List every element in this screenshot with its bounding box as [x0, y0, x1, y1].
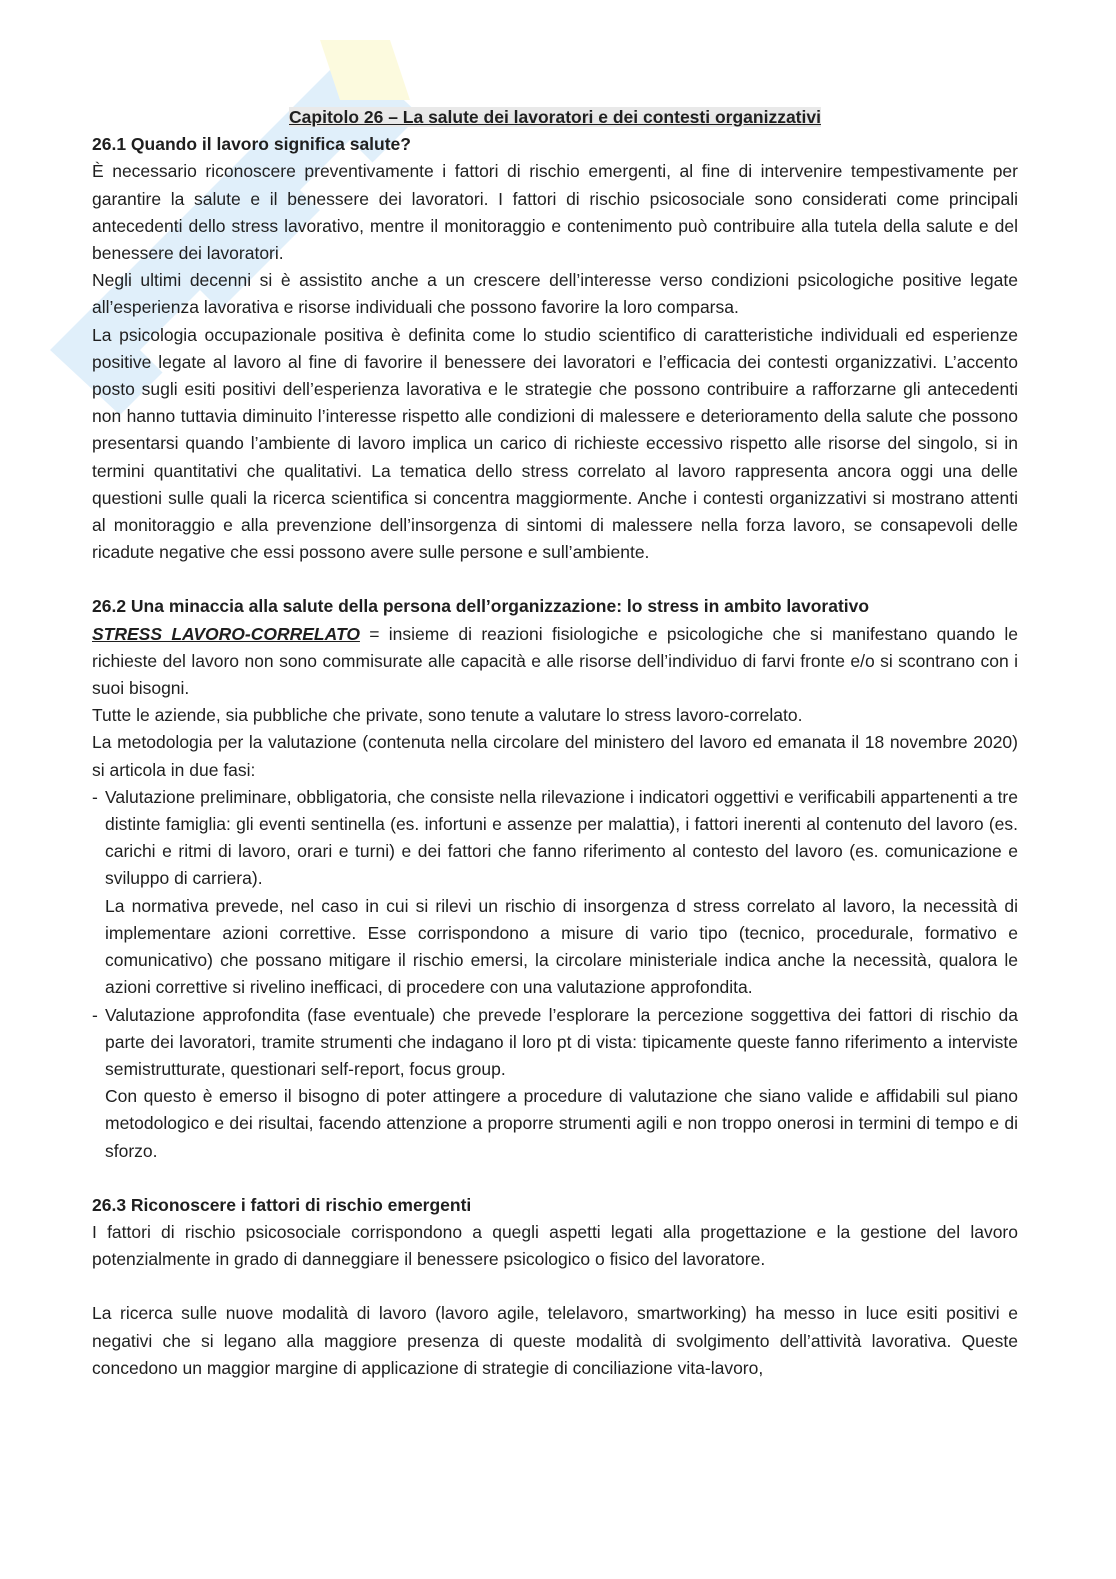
paragraph: La metodologia per la valutazione (contenuta nella circolare del ministero del lavoro ed emanata il 18 novembre 2020) si articola in due fasi:: [92, 732, 1018, 780]
paragraph: Negli ultimi decenni si è assistito anche a un crescere dell’interesse verso condizioni psicologiche positive legate all’esperienza lavorativa e risorse individuali che possono favorire la loro comparsa.: [92, 270, 1018, 318]
phase-list: [92, 784, 1018, 1165]
defined-term: STRESS LAVORO-CORRELATO: [92, 623, 360, 644]
list-item-text: - Valutazione preliminare, obbligatoria, che consiste nella rilevazione i indicatori oggettivi e verificabili appartenenti a tre distinte famiglia: gli eventi sentinella (es. infortuni e assenze per malattia), i fattori inerenti al contenuto del lavoro (es. carichi e ritmi di lavoro, orari e turni) e dei fattori che fanno riferimento al contesto del lavoro (es. comunicazione e sviluppo di carriera).: [105, 786, 1018, 889]
section-heading-26-2: 26.2 Una minaccia alla salute della persona dell’organizzazione: lo stress in ambito lavorativo: [92, 596, 870, 617]
section-heading-26-3: 26.3 Riconoscere i fattori di rischio emergenti: [92, 1194, 472, 1215]
definition-text: = insieme di reazioni fisiologiche e psicologiche che si manifestano quando le richieste del lavoro non sono commisurate alle capacità e alle risorse dell’individuo di farvi fronte e/o si scontrano con i suoi bisogni.: [92, 623, 1018, 699]
paragraph: La ricerca sulle nuove modalità di lavoro (lavoro agile, telelavoro, smartworking) ha messo in luce esiti positivi e negativi che si legano alla maggiore presenza di queste modalità di svolgimento dell’attività lavorativa. Queste concedono un maggior margine di applicazione di strategie di conciliazione vita-lavoro,: [92, 1303, 1018, 1378]
paragraph: La psicologia occupazionale positiva è definita come lo studio scientifico di caratteristiche individuali ed esperienze positive legate al lavoro al fine di favorire il benessere dei lavoratori e l’efficacia dei contesti organizzativi. L’accento posto sugli esiti positivi dell’esperienza lavorativa e le strategie che possono contribuire a rafforzarne gli antecedenti non hanno tuttavia diminuito l’interesse rispetto alle condizioni di malessere e deterioramento della salute che possono presentarsi quando l’ambiente di lavoro implica un carico di richieste eccessivo rispetto alle risorse del singolo, si in termini quantitativi che qualitativi. La tematica dello stress correlato al lavoro rappresenta ancora oggi una delle questioni sulle quali la ricerca scientifica si concentra maggiormente. Anche i contesti organizzativi si mostrano attenti al monitoraggio e alla prevenzione dell’insorgenza di sintomi di malessere nella forza lavoro, se consapevoli delle ricadute negative che essi possono avere sulle persone e sull’ambiente.: [92, 324, 1018, 563]
list-item: [92, 784, 1018, 1002]
chapter-title: Capitolo 26 – La salute dei lavoratori e dei contesti organizzativi: [289, 107, 821, 127]
definition-paragraph: [92, 621, 1018, 703]
list-item-continuation: Con questo è emerso il bisogno di poter attingere a procedure di valutazione che siano valide e affidabili sul piano metodologico e dei risultai, facendo attenzione a proporre strumenti agili e non troppo onerosi in termini di tempo e di sforzo.: [105, 1086, 1018, 1161]
list-item-text: - Valutazione approfondita (fase eventuale) che prevede l’esplorare la percezione soggettiva dei fattori di rischio da parte dei lavoratori, tramite strumenti che indagano il loro pt di vista: tipicamente queste fanno riferimento a interviste semistrutturate, questionari self-report, focus group.: [105, 1004, 1018, 1079]
list-item: [92, 1002, 1018, 1165]
section-heading-26-1: 26.1 Quando il lavoro significa salute?: [92, 134, 411, 155]
document-page: [92, 104, 1018, 1382]
list-item-continuation: La normativa prevede, nel caso in cui si rilevi un rischio di insorgenza d stress correlato al lavoro, la necessità di implementare azioni correttive. Esse corrispondono a misure di vario tipo (tecnico, procedurale, formativo e comunicativo) che possano mitigare il rischio emersi, la circolare ministeriale indica anche la necessità, qualora le azioni correttive si rivelino inefficaci, di procedere con una valutazione approfondita.: [105, 895, 1018, 998]
paragraph: I fattori di rischio psicosociale corrispondono a quegli aspetti legati alla progettazione e la gestione del lavoro potenzialmente in grado di danneggiare il benessere psicologico o fisico del lavoratore.: [92, 1221, 1018, 1270]
paragraph: Tutte le aziende, sia pubbliche che private, sono tenute a valutare lo stress lavoro-correlato.: [92, 705, 803, 726]
paragraph: È necessario riconoscere preventivamente i fattori di rischio emergenti, al fine di intervenire tempestivamente per garantire la salute e il benessere dei lavoratori. I fattori di rischio psicosociale sono considerati come principali antecedenti dello stress lavorativo, mentre il monitoraggio e contenimento può contribuire alla tutela della salute e del benessere dei lavoratori.: [92, 161, 1018, 264]
